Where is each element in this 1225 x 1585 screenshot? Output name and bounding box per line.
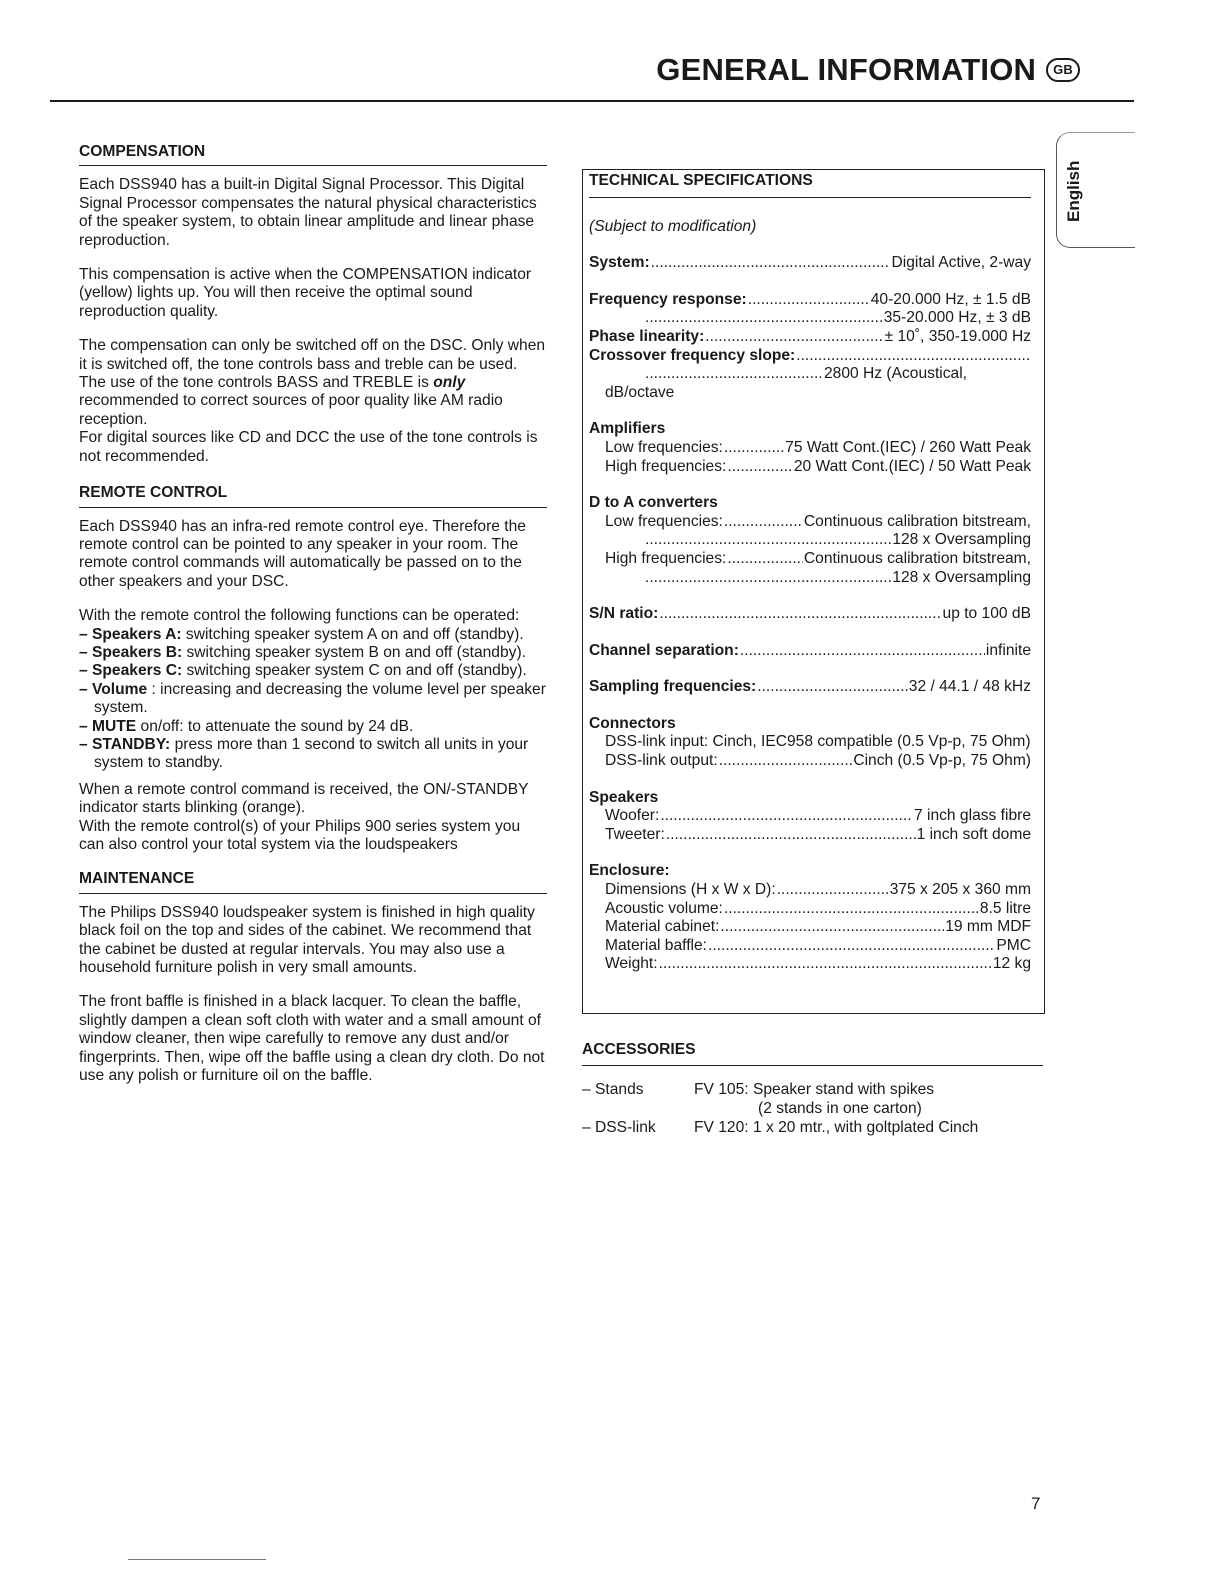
- remote-functions-list: [79, 626, 547, 773]
- spec-row-crossover: [589, 347, 1031, 366]
- spec-label: Tweeter:: [605, 825, 665, 843]
- spec-label: Weight:: [605, 955, 658, 973]
- spec-label: High frequencies:: [605, 549, 727, 567]
- spec-label: Crossover frequency slope:: [589, 346, 796, 364]
- spec-row-frequency-2: [589, 309, 1031, 328]
- spec-label: Material cabinet:: [605, 918, 720, 936]
- maintenance-heading: MAINTENANCE: [79, 870, 547, 893]
- amplifiers-heading: Amplifiers: [589, 420, 666, 438]
- spec-label: Low frequencies:: [605, 512, 723, 530]
- item-key: – Speakers C:: [79, 662, 183, 680]
- spec-value: 19 mm MDF: [945, 918, 1031, 936]
- para-4-text: The use of the tone controls BASS and TREBLE is: [79, 374, 434, 392]
- language-tab-label: English: [1064, 160, 1083, 222]
- spec-label: Frequency response:: [589, 290, 747, 308]
- item-key: – Speakers B:: [79, 643, 183, 661]
- gb-badge: GB: [1046, 58, 1080, 82]
- list-item: [79, 681, 547, 718]
- item-key: – STANDBY:: [79, 735, 171, 753]
- spec-row-dac-low-2: [589, 531, 1031, 550]
- accessory-row-stands: [582, 1080, 1043, 1099]
- spec-row-dac-high-2: [589, 569, 1031, 588]
- header-rule: [50, 100, 1134, 102]
- item-text: switching speaker system B on and off (standby).: [182, 643, 526, 661]
- enclosure-heading: Enclosure:: [589, 862, 670, 880]
- page-title-text: GENERAL INFORMATION: [656, 52, 1037, 87]
- spec-value: 128 x Oversampling: [892, 568, 1031, 586]
- spec-value: 40-20.000 Hz, ± 1.5 dB: [870, 290, 1031, 308]
- spec-label: Dimensions (H x W x D):: [605, 881, 776, 899]
- compensation-para-2: This compensation is active when the COMPENSATION indicator (yellow) lights up. You will then receive the optimal sound reproduction quality.: [79, 266, 532, 320]
- spec-value: up to 100 dB: [942, 605, 1031, 623]
- spec-value: ± 10˚, 350-19.000 Hz: [884, 327, 1031, 345]
- compensation-para-5: For digital sources like CD and DCC the use of the tone controls is not recommended.: [79, 429, 538, 465]
- spec-value: 32 / 44.1 / 48 kHz: [908, 678, 1031, 696]
- accessory-name: – DSS-link: [582, 1119, 656, 1136]
- connectors-heading: Connectors: [589, 714, 676, 732]
- speakers-heading: Speakers: [589, 788, 659, 806]
- spec-value: infinite: [985, 641, 1031, 659]
- spec-row-sampling: [589, 678, 1031, 697]
- spec-value: PMC: [996, 936, 1031, 954]
- item-key: – MUTE: [79, 717, 137, 735]
- spec-value: Digital Active, 2-way: [891, 254, 1031, 272]
- list-item: [79, 662, 547, 680]
- spec-row-sn: [589, 605, 1031, 624]
- spec-row-tweeter: [589, 826, 1031, 845]
- spec-row-weight: [589, 955, 1031, 974]
- para-4-text-end: recommended to correct sources of poor quality like AM radio reception.: [79, 392, 503, 428]
- spec-value: 12 kg: [992, 955, 1031, 973]
- accessory-desc-2: (2 stands in one carton): [758, 1100, 922, 1117]
- spec-label: Channel separation:: [589, 641, 739, 659]
- spec-label: Material baffle:: [605, 936, 707, 954]
- accessories-heading: ACCESSORIES: [582, 1040, 1043, 1066]
- spec-row-crossover-2: [589, 365, 1031, 384]
- spec-label: Phase linearity:: [589, 327, 705, 345]
- spec-value: 20 Watt Cont.(IEC) / 50 Watt Peak: [793, 457, 1031, 475]
- accessory-desc: FV 105: Speaker stand with spikes: [694, 1081, 935, 1098]
- spec-row-amp-high: [589, 458, 1031, 477]
- spec-value: 2800 Hz (Acoustical,: [824, 365, 968, 383]
- spec-row-baffle: [589, 937, 1031, 956]
- spec-row-system: [589, 254, 1031, 273]
- compensation-para-4: [79, 374, 547, 429]
- spec-value: 8.5 litre: [979, 899, 1031, 917]
- remote-heading: REMOTE CONTROL: [79, 484, 547, 507]
- remote-para-3: When a remote control command is received, the ON/-STANDBY indicator starts blinking (orange).: [79, 780, 529, 817]
- spec-value: 7 inch glass fibre: [913, 807, 1031, 825]
- spec-crossover-unit: dB/octave: [605, 383, 675, 401]
- spec-label: Acoustic volume:: [605, 899, 723, 917]
- compensation-para-1: Each DSS940 has a built-in Digital Signal Processor. This Digital Signal Processor compensates the natural physical characteristics of the speaker system, to obtain linear amplitude and linear phase reproduction.: [79, 176, 537, 249]
- item-text: : increasing and decreasing the volume level per speaker system.: [94, 680, 546, 717]
- item-text: switching speaker system A on and off (standby).: [181, 625, 524, 643]
- technical-specifications-box: [582, 169, 1045, 1014]
- spec-value: 35-20.000 Hz, ± 3 dB: [883, 309, 1031, 327]
- spec-row-channel: [589, 642, 1031, 661]
- remote-para-1: Each DSS940 has an infra-red remote control eye. Therefore the remote control can be pointed to any speaker in your room. The remote control commands will automatically be passed on to the other speakers and your DSC.: [79, 517, 526, 590]
- spec-row-phase: [589, 328, 1031, 347]
- accessory-desc: FV 120: 1 x 20 mtr., with goltplated Cinch: [694, 1119, 979, 1136]
- accessory-name: – Stands: [582, 1081, 644, 1098]
- accessory-row-dsslink: [582, 1118, 1043, 1137]
- accessories-section: [582, 1040, 1043, 1137]
- spec-value: Cinch (0.5 Vp-p, 75 Ohm): [853, 752, 1031, 770]
- compensation-heading: COMPENSATION: [79, 143, 547, 166]
- list-item: [79, 736, 547, 773]
- item-key: – Speakers A:: [79, 625, 182, 643]
- spec-label: High frequencies:: [605, 457, 727, 475]
- list-item: [79, 644, 547, 662]
- spec-value: Continuous calibration bitstream,: [803, 512, 1031, 530]
- spec-row-conn-out: [589, 752, 1031, 771]
- item-text: switching speaker system C on and off (standby).: [182, 662, 527, 680]
- spec-value: Continuous calibration bitstream,: [803, 549, 1031, 567]
- spec-row-frequency: [589, 291, 1031, 310]
- spec-row-conn-in: DSS-link input: Cinch, IEC958 compatible (0.5 Vp-p, 75 Ohm): [605, 733, 1031, 751]
- item-key: – Volume: [79, 680, 148, 698]
- list-item: [79, 718, 547, 736]
- spec-value: 75 Watt Cont.(IEC) / 260 Watt Peak: [785, 438, 1031, 456]
- spec-label: Woofer:: [605, 807, 660, 825]
- specs-subject-note: (Subject to modification): [589, 217, 757, 235]
- spec-value: 375 x 205 x 360 mm: [889, 881, 1031, 899]
- item-text: on/off: to attenuate the sound by 24 dB.: [136, 717, 414, 735]
- spec-label: S/N ratio:: [589, 605, 659, 623]
- compensation-para-3: The compensation can only be switched off on the DSC. Only when it is switched off, the tone controls bass and treble can be used.: [79, 337, 546, 373]
- spec-label: Sampling frequencies:: [589, 678, 757, 696]
- spec-row-dac-low: [589, 513, 1031, 532]
- scan-artifact-line: [128, 1559, 266, 1560]
- item-text: press more than 1 second to switch all units in your system to standby.: [94, 735, 529, 772]
- only-emphasis: only: [433, 374, 466, 392]
- dac-heading: D to A converters: [589, 494, 718, 512]
- remote-para-2: With the remote control the following functions can be operated:: [79, 607, 520, 625]
- spec-row-volume: [589, 900, 1031, 919]
- list-item: [79, 626, 547, 644]
- page-title: [656, 52, 1080, 88]
- specs-heading: TECHNICAL SPECIFICATIONS: [589, 172, 1031, 198]
- maintenance-para-1: The Philips DSS940 loudspeaker system is finished in high quality black foil on the top and sides of the cabinet. We recommend that the cabinet be dusted at regular intervals. You may also use a household furniture polish in very small amounts.: [79, 903, 535, 977]
- spec-row-dimensions: [589, 881, 1031, 900]
- remote-para-4: With the remote control(s) of your Philips 900 series system you can also control your total system via the loudspeakers: [79, 817, 521, 853]
- spec-row-cabinet: [589, 918, 1031, 937]
- spec-row-dac-high: [589, 550, 1031, 569]
- spec-value: 1 inch soft dome: [916, 825, 1031, 843]
- spec-value: 128 x Oversampling: [892, 531, 1031, 549]
- spec-row-amp-low: [589, 439, 1031, 458]
- spec-label: System:: [589, 254, 650, 272]
- spec-label: DSS-link output:: [605, 752, 718, 770]
- spec-label: Low frequencies:: [605, 438, 723, 456]
- spec-row-woofer: [589, 807, 1031, 826]
- maintenance-para-2: The front baffle is finished in a black lacquer. To clean the baffle, slightly dampen a clean soft cloth with water and a small amount of window cleaner, then wipe carefully to remove any dust and/or fingerprints. Then, wipe off the baffle using a clean dry cloth. Do not use any polish or furniture oil on the baffle.: [79, 993, 545, 1085]
- page-number: 7: [1031, 1494, 1041, 1513]
- left-column: [79, 143, 547, 1101]
